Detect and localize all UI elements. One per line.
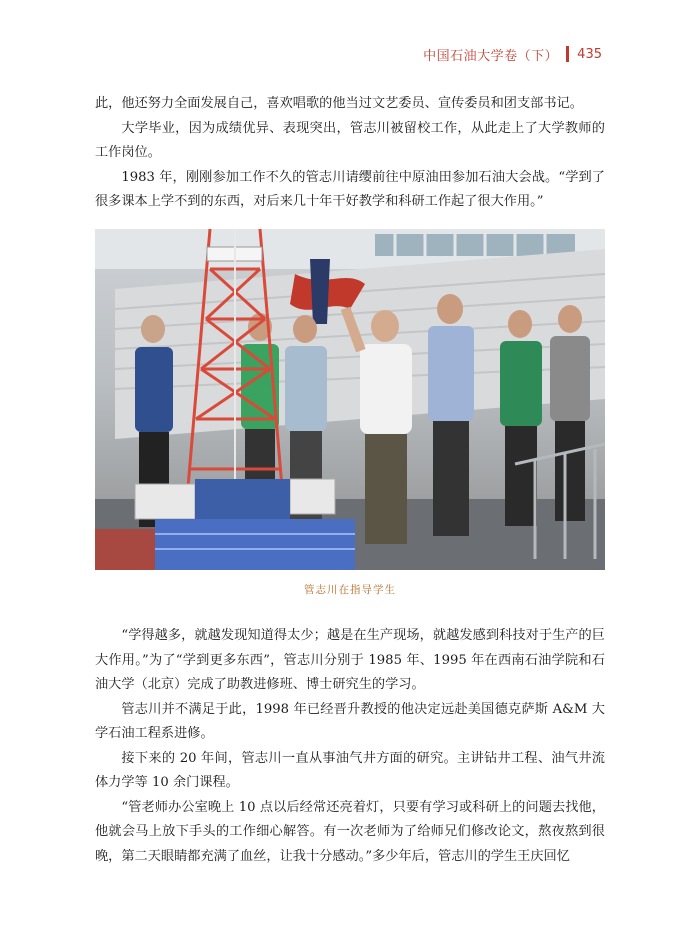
bottom-text-block <box>95 624 605 869</box>
running-header <box>423 44 602 64</box>
paragraph: 大学毕业，因为成绩优异、表现突出，管志川被留校工作，从此走上了大学教师的工作岗位。 <box>95 120 605 160</box>
paragraph: “管老师办公室晚上 10 点以后经常还亮着灯，只要有学习或科研上的问题去找他，他就会马上放下手头的工作细心解答。有一次老师为了给师兄们修改论文，熬夜熬到很晚，第二天眼睛都充满了血丝，让我十分感动。”多少年后，管志川的学生王庆回忆 <box>95 799 605 864</box>
photo-illustration <box>95 229 605 570</box>
photo-drilling-rig-demonstration <box>95 229 605 570</box>
paragraph: “学得越多，就越发现知道得太少；越是在生产现场，就越发感到科技对于生产的巨大作用。”为了“学到更多东西”，管志川分别于 1985 年、1995 年在西南石油学院和石油大学（北京）完成了助教进修班、博士研究生的学习。 <box>95 628 605 692</box>
top-text-block <box>95 92 605 215</box>
paragraph: 1983 年，刚刚参加工作不久的管志川请缨前往中原油田参加石油大会战。“学到了很多课本上学不到的东西，对后来几十年干好教学和科研工作起了很大作用。” <box>95 169 605 209</box>
paragraph: 接下来的 20 年间，管志川一直从事油气井方面的研究。主讲钻井工程、油气井流体力学等 10 余门课程。 <box>95 750 605 790</box>
paragraph: 此，他还努力全面发展自己，喜欢唱歌的他当过文艺委员、宣传委员和团支部书记。 <box>95 96 583 111</box>
paragraph: 管志川并不满足于此，1998 年已经晋升教授的他决定远赴美国德克萨斯 A&M 大学石油工程系进修。 <box>95 701 605 741</box>
photo-caption: 管志川在指导学生 <box>304 584 396 596</box>
header-divider-bar <box>566 46 569 62</box>
page-number: 435 <box>577 46 602 62</box>
running-header-title: 中国石油大学卷（下） <box>423 48 559 64</box>
